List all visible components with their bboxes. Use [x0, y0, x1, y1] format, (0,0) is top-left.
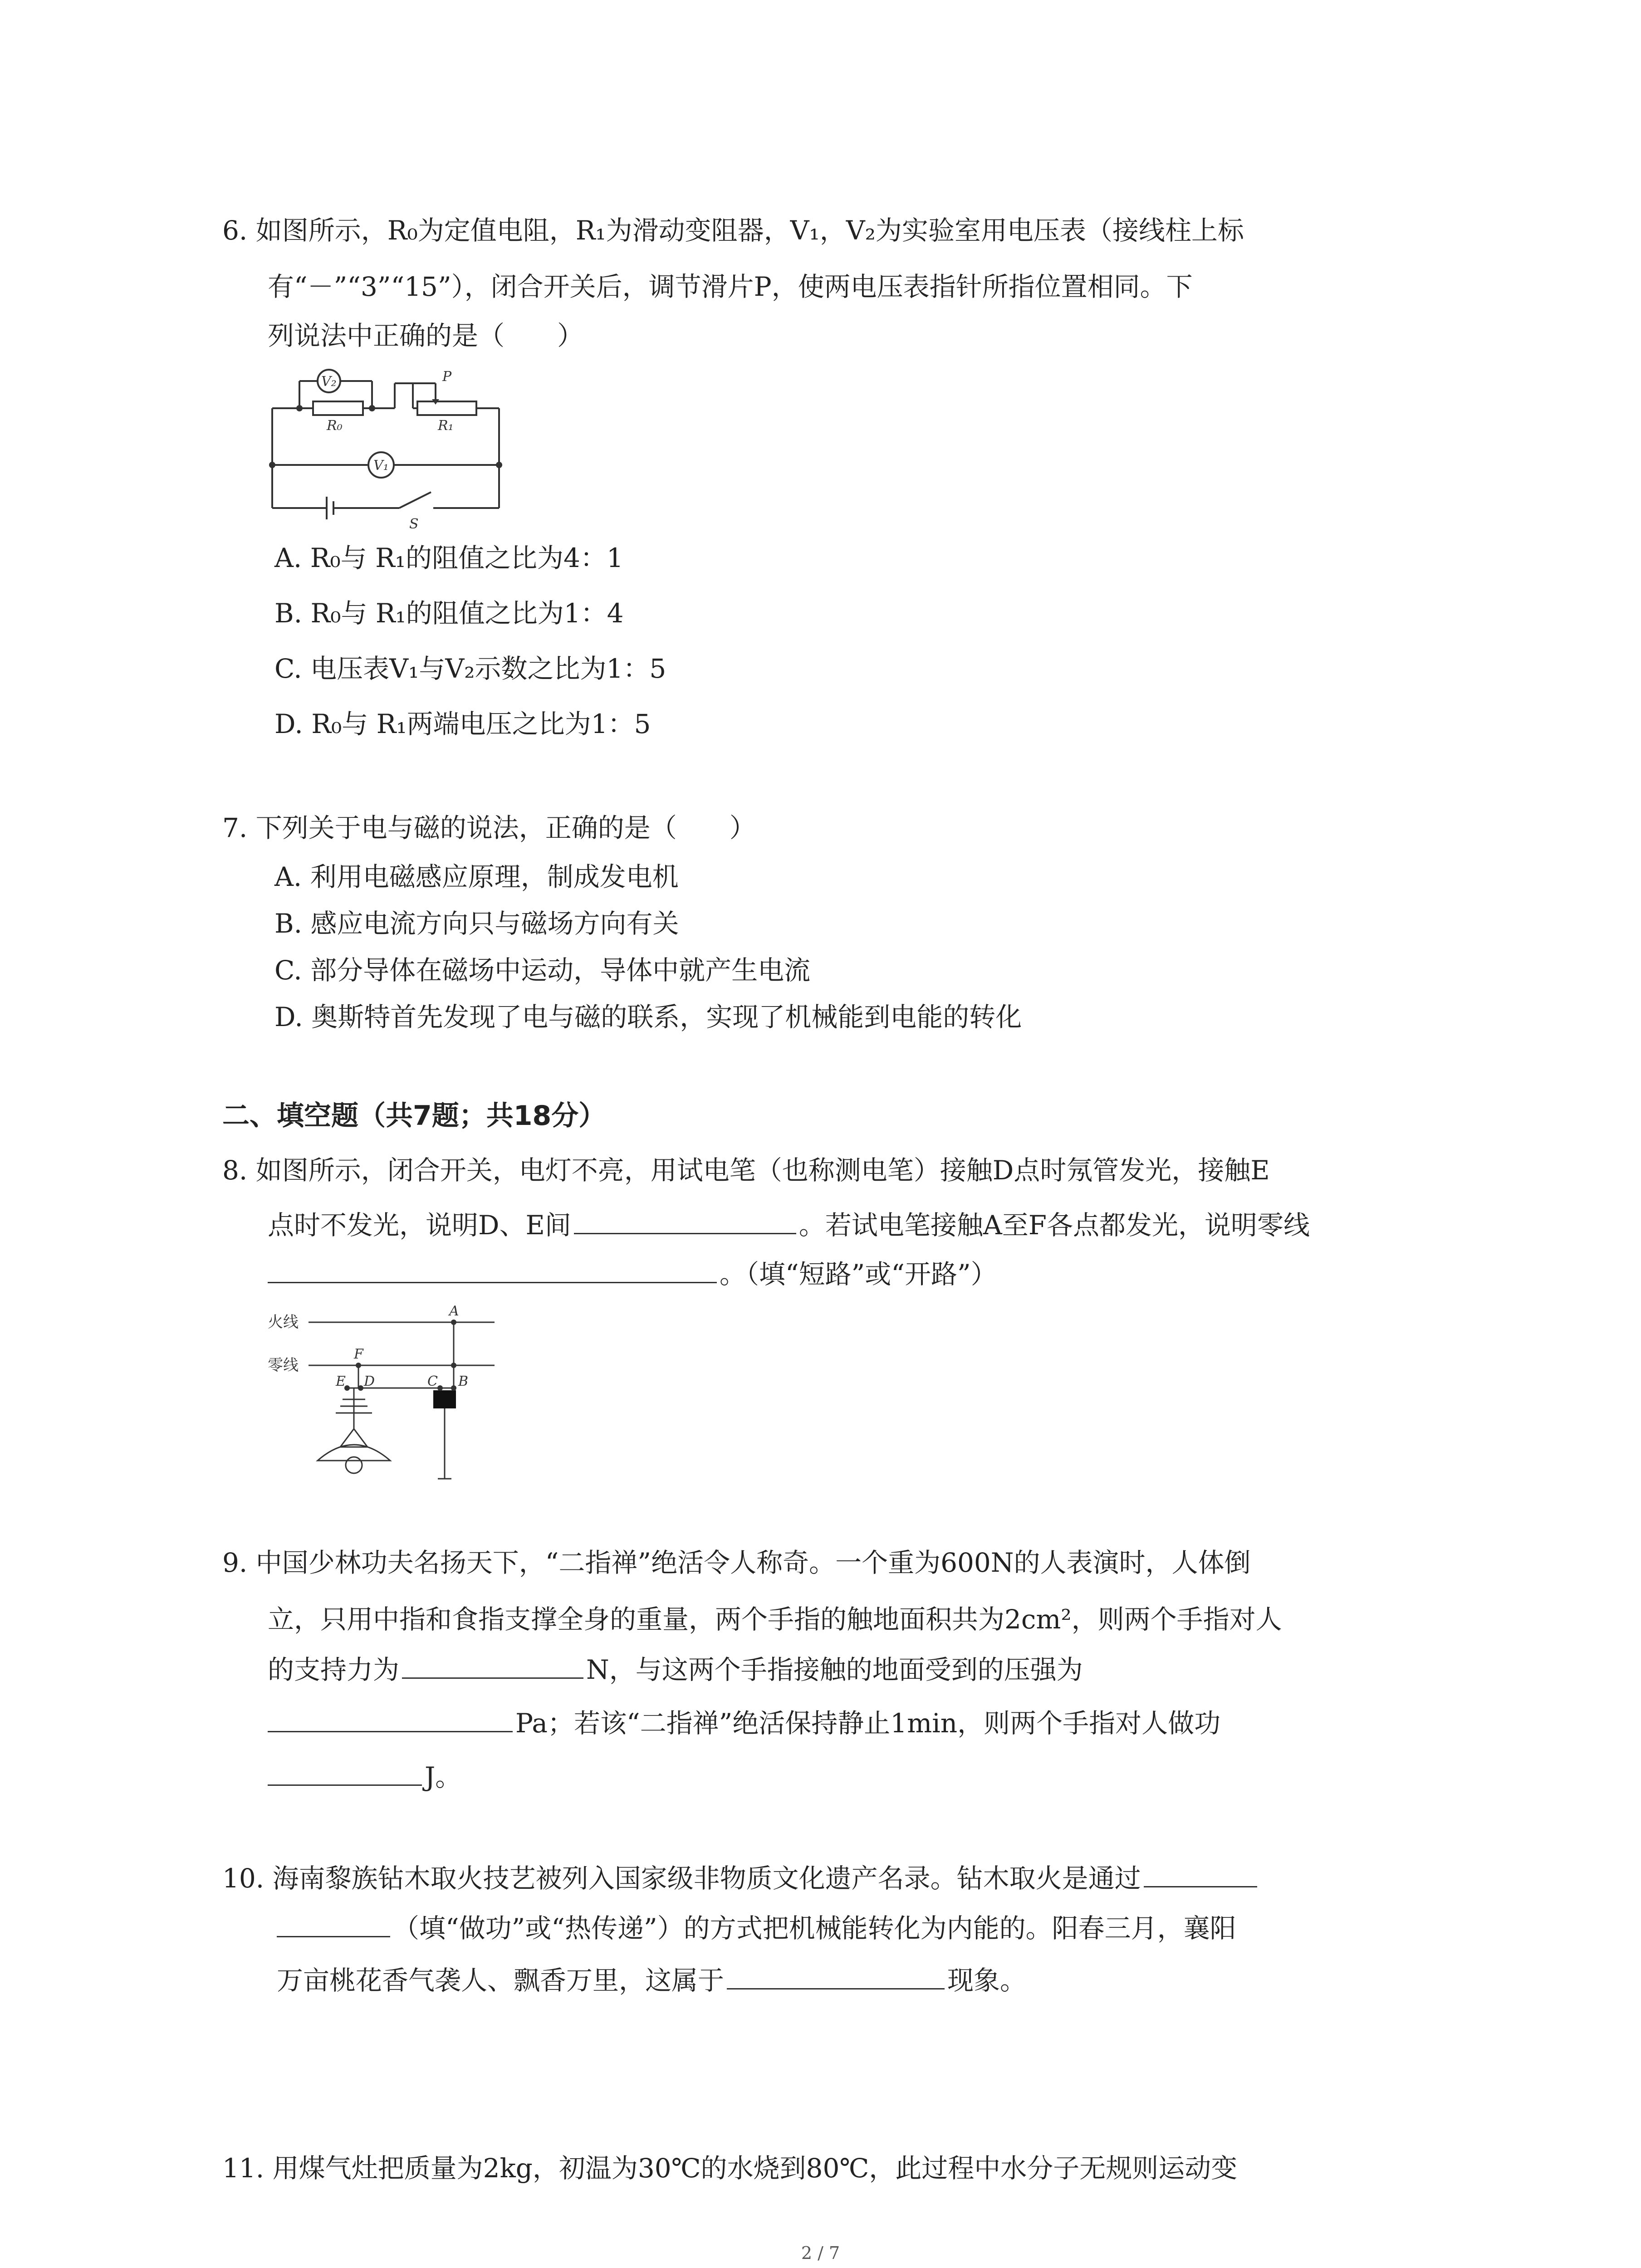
q6-option-b: B. R₀与 R₁的阻值之比为1：4	[274, 598, 624, 629]
fire-wire-label: 火线	[268, 1313, 299, 1331]
s-label: S	[409, 516, 419, 531]
q7-stem: 7. 下列关于电与磁的说法，正确的是（ ）	[222, 812, 756, 843]
point-e-label: E	[336, 1374, 346, 1389]
r1-label: R₁	[438, 418, 454, 434]
v2-label: V₂	[321, 374, 337, 390]
q9-line-5-text: J。	[425, 1761, 462, 1792]
q9-line-3-text-a: 的支持力为	[268, 1654, 400, 1685]
q8-line-3-text: 。（填“短路”或“开路”）	[720, 1259, 997, 1290]
q8-line-2-text-a: 点时不发光，说明D、E间	[268, 1210, 571, 1241]
q8-blank-2[interactable]	[268, 1256, 717, 1283]
q10-blank-1b[interactable]	[277, 1910, 390, 1937]
q9-blank-3[interactable]	[268, 1758, 422, 1786]
q8-line-2	[268, 1207, 1310, 1243]
q8-line-3	[268, 1256, 997, 1292]
q6-line-1: 6. 如图所示，R₀为定值电阻，R₁为滑动变阻器，V₁，V₂为实验室用电压表（接线柱上标	[222, 215, 1244, 246]
q10-line-1-text: 10. 海南黎族钻木取火技艺被列入国家级非物质文化遗产名录。钻木取火是通过	[222, 1863, 1141, 1894]
q9-line-4-text: Pa；若该“二指禅”绝活保持静止1min，则两个手指对人做功	[515, 1708, 1221, 1739]
q11-line-1: 11. 用煤气灶把质量为2kg，初温为30℃的水烧到80℃，此过程中水分子无规则运动变	[222, 2153, 1238, 2184]
q7-option-b: B. 感应电流方向只与磁场方向有关	[274, 908, 679, 939]
q10-line-3-text-b: 现象。	[947, 1965, 1027, 1996]
q9-line-1: 9. 中国少林功夫名扬天下，“二指禅”绝活令人称奇。一个重为600N的人表演时，人体倒	[222, 1547, 1251, 1578]
point-c-label: C	[427, 1374, 438, 1389]
q9-blank-2[interactable]	[268, 1705, 513, 1732]
q6-option-a: A. R₀与 R₁的阻值之比为4：1	[274, 543, 623, 573]
q7-option-c: C. 部分导体在磁场中运动，导体中就产生电流	[274, 955, 811, 986]
page-number: 2 / 7	[801, 2243, 840, 2263]
q7-option-a: A. 利用电磁感应原理，制成发电机	[274, 861, 679, 892]
q8-wiring-diagram	[259, 1297, 513, 1497]
q6-line-2: 有“－”“3”“15”），闭合开关后，调节滑片P，使两电压表指针所指位置相同。下	[268, 271, 1193, 302]
q9-line-3-text-b: N，与这两个手指接触的地面受到的压强为	[586, 1654, 1083, 1685]
zero-wire-label: 零线	[268, 1356, 299, 1374]
q9-line-3	[268, 1651, 1083, 1688]
q7-option-d: D. 奥斯特首先发现了电与磁的联系，实现了机械能到电能的转化	[274, 1002, 1022, 1032]
point-f-label: F	[354, 1346, 363, 1362]
q9-line-2: 立，只用中指和食指支撑全身的重量，两个手指的触地面积共为2cm²，则两个手指对人	[268, 1604, 1282, 1635]
q9-line-5	[268, 1758, 461, 1795]
q10-blank-1a[interactable]	[1144, 1860, 1257, 1887]
r0-label: R₀	[327, 418, 343, 434]
q9-blank-1[interactable]	[402, 1651, 583, 1679]
q10-line-2	[277, 1910, 1236, 1946]
q10-blank-2[interactable]	[727, 1962, 945, 1989]
point-a-label: A	[449, 1303, 459, 1319]
q9-line-4	[268, 1705, 1220, 1741]
q8-blank-1[interactable]	[574, 1207, 796, 1234]
q8-line-1: 8. 如图所示，闭合开关，电灯不亮，用试电笔（也称测电笔）接触D点时氖管发光，接触E	[222, 1155, 1270, 1186]
q10-line-2-text: （填“做功”或“热传递”）的方式把机械能转化为内能的。阳春三月，襄阳	[393, 1913, 1236, 1944]
q6-option-d: D. R₀与 R₁两端电压之比为1：5	[274, 709, 651, 739]
q8-line-2-text-b: 。若试电笔接触A至F各点都发光，说明零线	[798, 1210, 1310, 1241]
q10-line-1	[222, 1860, 1260, 1897]
q6-line-3: 列说法中正确的是（ ）	[268, 320, 584, 351]
q6-circuit-diagram	[263, 363, 508, 531]
point-d-label: D	[364, 1374, 375, 1389]
point-b-label: B	[458, 1374, 469, 1389]
p-label: P	[442, 369, 452, 385]
q6-option-c: C. 电压表V₁与V₂示数之比为1：5	[274, 653, 666, 684]
v1-label: V₁	[373, 458, 389, 474]
section-title: 二、填空题（共7题；共18分）	[222, 1100, 606, 1132]
q10-line-3-text-a: 万亩桃花香气袭人、飘香万里，这属于	[277, 1965, 725, 1996]
q10-line-3	[277, 1962, 1026, 1999]
